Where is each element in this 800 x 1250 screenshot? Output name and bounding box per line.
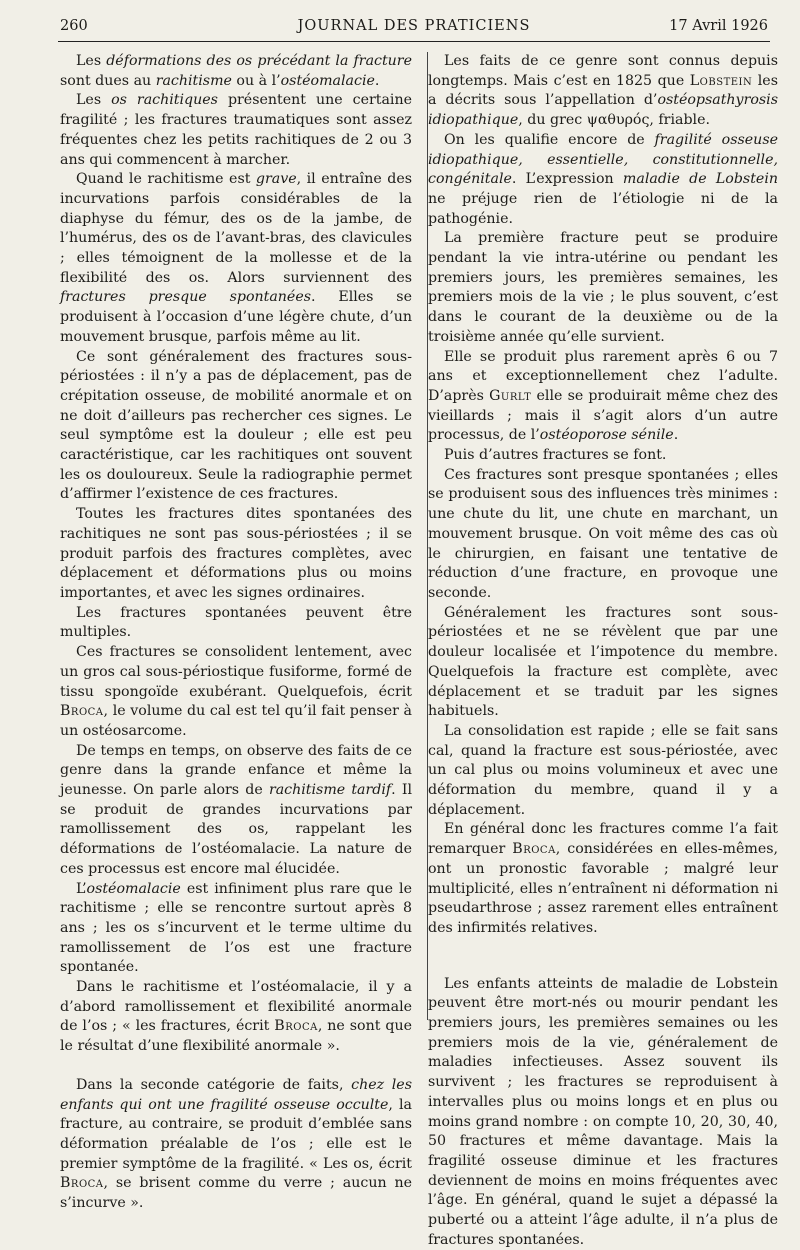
paragraph: Ces fractures sont presque spontanées ; elles se produisent sous des influences très minimes : une chute du lit, une chute en marchant, un mouvement brusque. On voit même des cas où le chirurgien, en faisant une tentative de réduction d’une fracture, en provoque une seconde. <box>428 466 778 601</box>
paragraph: Dans le rachitisme et l’ostéomalacie, il y a d’abord ramollissement et flexibilité anormale de l’os ; « les fractures, écrit Broca, ne sont que le résultat d’une flexibilité anormale ». <box>60 979 412 1055</box>
paragraph: Les faits de ce genre sont connus depuis longtemps. Mais c’est en 1825 que Lobstein les a décrits sous l’appellation d’ostéopsathyrosis idiopathique, du grec ψαθυρός, friable. <box>428 53 778 129</box>
paragraph: Ces fractures se consolident lentement, avec un gros cal sous-périostique fusiforme, formé de tissu spongoïde exubérant. Quelquefois, écrit Broca, le volume du cal est tel qu’il fait penser à un ostéosarcome. <box>60 644 412 739</box>
paragraph: En général donc les fractures comme l’a fait remarquer Broca, considérées en elles-mêmes, ont un pronostic favorable ; malgré leur multiplicité, elles n’entraînent ni déformation ni pseudarthrose ; assez rarement elles entraînent des infirmités relatives. <box>428 821 779 936</box>
page-number: 260 <box>60 18 88 34</box>
paragraph: Toutes les fractures dites spontanées des rachitiques ne sont pas sous-périostées ; il se produit parfois des fractures complètes, avec déplacement et déformations plus ou moins importantes, et avec les signes ordinaires. <box>60 506 412 601</box>
paragraph: Les enfants atteints de maladie de Lobstein peuvent être mort-nés ou mourir pendant les premiers jours, les premières semaines ou les premiers mois de la vie, généralement de maladies infectieuses. Assez souvent ils survivent ; les fractures se reproduisent à intervalles plus ou moins longs et en plus ou moins grand nombre : on compte 10, 20, 30, 40, 50 fractures et même davantage. Mais la fragilité osseuse diminue et les fractures deviennent de moins en moins fréquentes avec l’âge. En général, quand le sujet a dépassé la puberté ou a atteint l’âge adulte, il n’a plus de fractures spontanées. <box>428 975 778 1248</box>
paragraph: Elle se produit plus rarement après 6 ou 7 ans et exceptionnellement chez l’adulte. D’après Gurlt elle se produirait même chez des vieillards ; mais il s’agit alors d’un autre processus, de l’ostéoporose sénile. <box>428 348 778 444</box>
paragraph: Quand le rachitisme est grave, il entraîne des incurvations parfois considérables de la diaphyse du fémur, des os de la jambe, de l’humérus, des os de l’avant-bras, des clavicules ; elles témoignent de la mollesse et de la flexibilité des os. Alors surviennent des fractures presque spontanées. Elles se produisent à l’occasion d’une légère chute, d’un mouvement brusque, parfois même au lit. <box>60 171 412 345</box>
paragraph: La consolidation est rapide ; elle se fait sans cal, quand la fracture est sous-périostée, avec un cal plus ou moins volumineux et avec une déformation du membre, quand il y a déplacement. <box>428 722 778 818</box>
paragraph: Les déformations des os précédant la fracture sont dues au rachitisme ou à l’ostéomalacie. <box>60 53 412 89</box>
paragraph: Ce sont généralement des fractures sous-périostées : il n’y a pas de déplacement, pas de crépitation osseuse, de mobilité anormale et on ne doit d’ailleurs pas rechercher ces signes. Le seul symptôme est la douleur ; elle est peu caractéristique, car les rachitiques ont souvent les os douloureux. Seule la radiographie permet d’affirmer l’existence de ces fractures. <box>60 348 412 503</box>
issue-date: 17 Avril 1926 <box>669 18 768 34</box>
paragraph: Généralement les fractures sont sous-périostées et ne se révèlent que par une douleur localisée et l’impotence du membre. Quelquefois la fracture est complète, avec déplacement et se traduit par les signes habituels. <box>428 604 778 720</box>
paragraph: Les os rachitiques présentent une certaine fragilité ; les fractures traumatiques sont assez fréquentes chez les petits rachitiques de 2 ou 3 ans qui commencent à marcher. <box>60 92 412 168</box>
paragraph: On les qualifie encore de fragilité osseuse idiopathique, essentielle, constitutionnelle, congénitale. L’expression maladie de Lobstein ne préjuge rien de l’étiologie ni de la pathogénie. <box>428 131 778 227</box>
paragraph: Puis d’autres fractures se font. <box>444 447 667 464</box>
paragraph: La première fracture peut se produire pendant la vie intra-utérine ou pendant les premiers jours, les premières semaines, les premiers mois de la vie ; le plus souvent, c’est dans le courant de la deuxième ou de la troisième année qu’elle survient. <box>428 230 778 345</box>
paragraph: Les fractures spontanées peuvent être multiples. <box>60 604 412 641</box>
paragraph: Dans la seconde catégorie de faits, chez les enfants qui ont une fragilité osseuse occulte, la fracture, au contraire, se produit d’emblée sans déformation préalable de l’os ; elle est le premier symptôme de la fragilité. « Les os, écrit Broca, se brisent comme du verre ; aucun ne s’incurve ». <box>60 1076 412 1212</box>
left-column <box>60 52 412 1214</box>
paragraph: De temps en temps, on observe des faits de ce genre dans la grande enfance et même la jeunesse. On parle alors de rachitisme tardif. Il se produit de grandes incurvations par ramollissement des os, rappelant les déformations de l’ostéomalacie. La nature de ces processus est encore mal élucidée. <box>60 742 413 877</box>
paragraph: L’ostéomalacie est infiniment plus rare que le rachitisme ; elle se rencontre surtout après 8 ans ; les os s’incurvent et le terme ultime du ramollissement de l’os est une fracture spontanée. <box>60 880 412 976</box>
journal-title: JOURNAL DES PRATICIENS <box>297 18 531 34</box>
right-column <box>428 52 778 1250</box>
header-rule <box>58 41 770 42</box>
page-header <box>60 18 768 40</box>
